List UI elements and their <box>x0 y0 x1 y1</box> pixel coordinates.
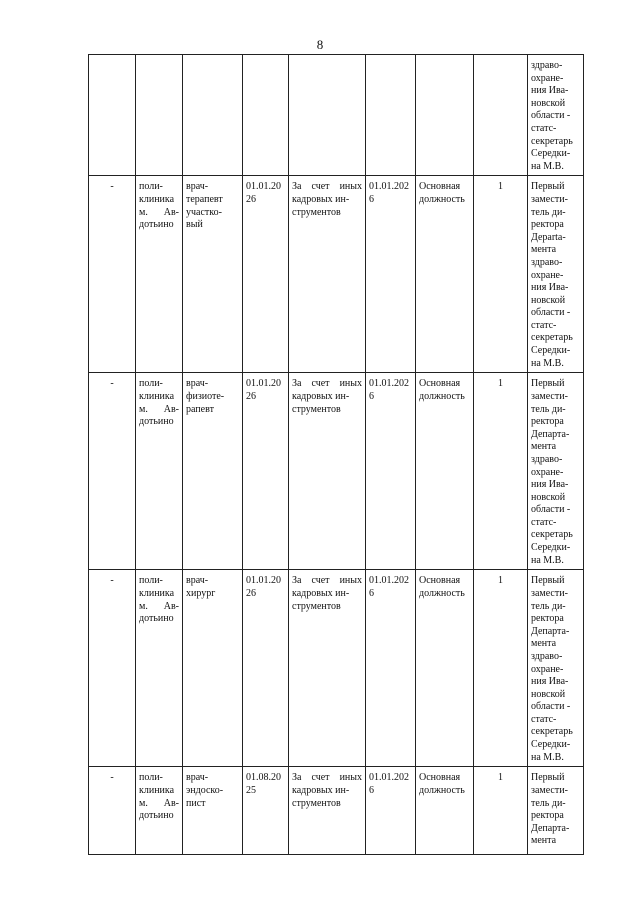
cell-marker: - <box>89 176 136 373</box>
cell-position: врач- хирург <box>183 570 243 767</box>
cell-unit <box>136 55 183 176</box>
unit-word: Ав- <box>163 600 179 612</box>
unit-word: поли- <box>139 378 163 390</box>
cell-unit <box>136 767 183 855</box>
cell-end-date: 01.01.202 6 <box>366 767 416 855</box>
cell-unit <box>136 176 183 373</box>
unit-word: клиника <box>139 390 175 402</box>
cell-unit <box>136 570 183 767</box>
funding-word: иных <box>339 772 362 784</box>
unit-word: клиника <box>139 193 175 205</box>
cell-end-date: 01.01.202 6 <box>366 570 416 767</box>
cell-start-date: 01.08.20 25 <box>243 767 289 855</box>
cell-rate: 1 <box>474 570 528 767</box>
funding-word: За <box>292 772 302 784</box>
funding-word: счет <box>311 181 330 193</box>
cell-position-type: Основная должность <box>416 176 474 373</box>
cell-position-type: Основная должность <box>416 767 474 855</box>
cell-rate: 1 <box>474 767 528 855</box>
unit-word: поли- <box>139 181 163 193</box>
unit-word: м. <box>139 600 148 612</box>
cell-end-date <box>366 55 416 176</box>
unit-word: клиника <box>139 587 175 599</box>
funding-word: счет <box>311 772 330 784</box>
cell-marker: - <box>89 767 136 855</box>
unit-word: м. <box>139 206 148 218</box>
unit-word: дотьино <box>139 613 174 625</box>
cell-rate: 1 <box>474 176 528 373</box>
cell-position-type: Основная должность <box>416 570 474 767</box>
cell-position-type: Основная должность <box>416 373 474 570</box>
cell-position: врач- эндоско- пист <box>183 767 243 855</box>
cell-marker: - <box>89 373 136 570</box>
cell-rate: 1 <box>474 373 528 570</box>
unit-word: Ав- <box>163 797 179 809</box>
unit-word: поли- <box>139 575 163 587</box>
cell-responsible: здраво- охране- ния Ива- новской области - статс- секретарь Середки- на М.В. <box>528 55 584 176</box>
cell-responsible: Первый замести- тель ди- ректора Департа- мента здраво- охране- ния Ива- новской области - статс- секретарь Середки- на М.В. <box>528 373 584 570</box>
unit-word: м. <box>139 797 148 809</box>
unit-word: м. <box>139 403 148 415</box>
cell-responsible: Первый замести- тель ди- ректора Департа- мента здраво- охране- ния Ива- новской области - статс- секретарь Середки- на М.В. <box>528 570 584 767</box>
cell-end-date: 01.01.202 6 <box>366 176 416 373</box>
cell-position: врач- терапевт участко- вый <box>183 176 243 373</box>
table-row <box>89 373 584 570</box>
cell-funding <box>289 55 366 176</box>
unit-word: Ав- <box>163 206 179 218</box>
funding-word: За <box>292 378 302 390</box>
funding-word: иных <box>339 575 362 587</box>
cell-start-date: 01.01.20 26 <box>243 176 289 373</box>
funding-word: счет <box>311 575 330 587</box>
cell-funding <box>289 570 366 767</box>
unit-word: Ав- <box>163 403 179 415</box>
unit-word: дотьино <box>139 810 174 822</box>
unit-word: клиника <box>139 784 175 796</box>
cell-end-date: 01.01.202 6 <box>366 373 416 570</box>
table-row-continuation <box>89 55 584 176</box>
funding-word: счет <box>311 378 330 390</box>
cell-position <box>183 55 243 176</box>
cell-funding <box>289 373 366 570</box>
unit-word: поли- <box>139 772 163 784</box>
cell-position: врач- физиоте- рапевт <box>183 373 243 570</box>
cell-unit <box>136 373 183 570</box>
funding-rest: кадровых ин- струментов <box>292 587 350 612</box>
unit-word: дотьино <box>139 219 174 231</box>
cell-marker <box>89 55 136 176</box>
funding-word: иных <box>339 181 362 193</box>
cell-marker: - <box>89 570 136 767</box>
cell-responsible: Первый замести- тель ди- ректора Департа- мента <box>528 767 584 855</box>
unit-word: дотьино <box>139 416 174 428</box>
cell-start-date: 01.01.20 26 <box>243 570 289 767</box>
cell-position-type <box>416 55 474 176</box>
funding-rest: кадровых ин- струментов <box>292 784 350 809</box>
page-number: 8 <box>316 37 324 52</box>
table-row <box>89 767 584 855</box>
cell-funding <box>289 176 366 373</box>
staffing-table <box>88 54 584 855</box>
cell-funding <box>289 767 366 855</box>
cell-start-date: 01.01.20 26 <box>243 373 289 570</box>
funding-rest: кадровых ин- струментов <box>292 390 350 415</box>
funding-word: За <box>292 575 302 587</box>
funding-word: За <box>292 181 302 193</box>
cell-rate <box>474 55 528 176</box>
funding-rest: кадровых ин- струментов <box>292 193 350 218</box>
funding-word: иных <box>339 378 362 390</box>
table-row <box>89 176 584 373</box>
table-row <box>89 570 584 767</box>
cell-responsible: Первый замести- тель ди- ректора Деparta- мента здраво- охране- ния Ива- новской области - статс- секретарь Середки- на М.В. <box>528 176 584 373</box>
cell-start-date <box>243 55 289 176</box>
